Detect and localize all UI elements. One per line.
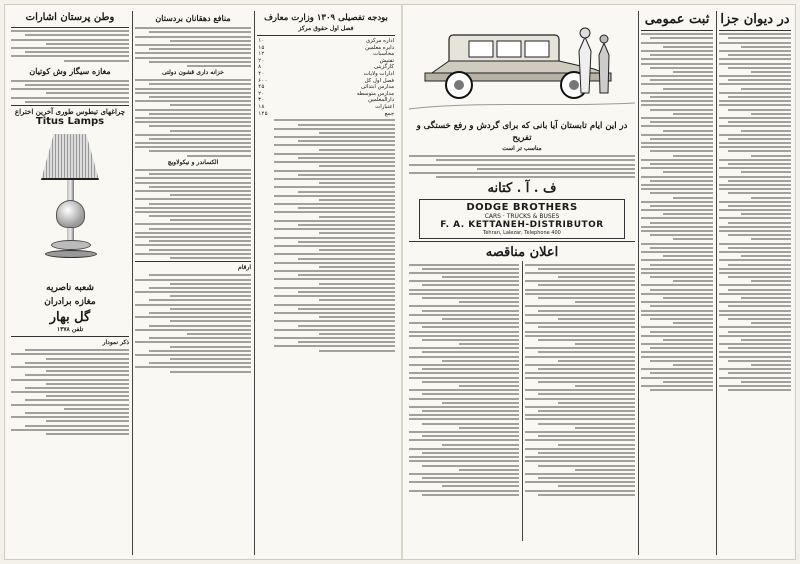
row-value: ۲۰	[258, 90, 265, 97]
row-value: ۴۵	[258, 84, 265, 91]
row-value: ۸	[258, 64, 262, 71]
page-gutter	[401, 5, 403, 559]
table-row	[257, 51, 395, 58]
column-heading: منافع دهقانان بردستان	[155, 13, 231, 23]
article-text	[11, 30, 129, 61]
column-rule	[132, 11, 133, 555]
dodge-brand: DODGE BROTHERS	[466, 202, 578, 214]
car-illustration	[409, 11, 635, 119]
car-ad-caption-2: مناسب تر است	[502, 145, 542, 152]
row-value: ۲۰	[258, 57, 265, 64]
bottom-left-heading: ذکر نمودار	[102, 339, 129, 346]
row-value: ۳۰	[258, 97, 265, 104]
row-label: اداره مرکزی	[365, 38, 394, 44]
column-rule	[716, 11, 717, 555]
column-court	[719, 11, 791, 555]
newspaper-spread	[4, 4, 796, 560]
row-value: ۱۰	[258, 38, 265, 44]
section-heading: خزانه داری قشون دولتی	[162, 69, 224, 77]
row-label: اعتبارات	[375, 103, 394, 110]
list-text	[11, 349, 129, 435]
ad-text	[11, 80, 129, 103]
dodge-distributor: F. A. KETTANEH-DISTRIBUTOR	[440, 220, 604, 231]
table-row	[257, 78, 395, 85]
lamp-ad-phone: تلفن ۱۳۷۸	[56, 326, 84, 333]
row-label: دایره معلمین	[364, 44, 394, 51]
dodge-ad-box	[419, 199, 625, 239]
budget-heading: بودجه تفصیلی ۱۳۰۹ وزارت معارف	[264, 13, 388, 23]
row-label: تفتیش	[379, 57, 394, 64]
row-value: ۴۰	[258, 70, 265, 77]
table-row	[257, 38, 395, 45]
row-value: ۱۴۵	[258, 110, 268, 117]
lamp-ad-heading: چراغهای تیطوس طوری آخرین اختراع	[14, 107, 126, 116]
article-text	[135, 27, 251, 67]
table-row	[257, 71, 395, 78]
row-label: جمع	[384, 110, 394, 117]
row-value: ۱۸	[258, 103, 265, 110]
column-rule	[638, 11, 639, 555]
row-label: ادارات ولایات	[363, 70, 394, 77]
table-row	[257, 104, 395, 111]
dodge-address: Tehran, Lalezar, Telephone 400	[483, 230, 561, 237]
row-label: فصل اول کل	[364, 77, 394, 84]
ad-text	[409, 155, 635, 178]
row-label: دارالمعلمین	[368, 97, 394, 104]
dodge-persian-name: ف . آ . کتانه	[487, 181, 557, 197]
column-ads	[11, 11, 129, 555]
article-text	[135, 79, 251, 156]
list-text	[135, 274, 251, 372]
lamp-ad-store: شعبه ناصریه	[46, 283, 94, 293]
table-row	[257, 97, 395, 104]
court-heading: در دیوان جزا	[720, 12, 790, 27]
column-registration	[641, 11, 713, 555]
row-label: مدارس متوسطه	[356, 90, 394, 97]
row-label: مدارس ابتدائی	[360, 84, 394, 91]
row-value: ۱۵	[258, 44, 265, 51]
row-label: کارگزینی	[374, 64, 394, 71]
article-text	[719, 33, 791, 391]
ad-heading: مغازه سیگار وش کوتیان	[29, 65, 111, 76]
tender-heading: اعلان مناقصه	[485, 245, 559, 261]
row-label: محاسبات	[373, 51, 394, 58]
lamp-illustration	[31, 130, 109, 278]
article-text	[135, 169, 251, 259]
column-article	[135, 11, 251, 555]
table-continuation	[257, 119, 395, 351]
table-row	[257, 64, 395, 71]
section-heading: الکساندر و نیکولاویچ	[167, 158, 219, 166]
table-row	[257, 111, 395, 118]
budget-subheading: فصل اول حقوق مرکز	[298, 25, 354, 32]
bottom-middle-heading: ارقام	[238, 264, 251, 272]
left-page	[11, 11, 395, 555]
row-value: ۱۲	[258, 51, 265, 58]
article-text	[641, 33, 713, 391]
table-row	[257, 84, 395, 91]
column-dodge-ad	[409, 11, 635, 555]
column-rule	[254, 11, 255, 555]
right-page	[409, 11, 791, 555]
budget-table	[257, 38, 395, 117]
car-ad-caption: در این ایام تابستان آیا بانی که برای گردش و رفع خستگی و تفریح	[416, 121, 628, 143]
tender-body	[409, 261, 635, 541]
table-row	[257, 45, 395, 52]
column-budget	[257, 11, 395, 555]
table-row	[257, 91, 395, 98]
row-value: ۶۰۰	[258, 77, 268, 84]
lamp-ad-brand: Titus Lamps	[35, 116, 105, 127]
lamp-ad-name: گل بهار	[49, 310, 91, 325]
lamp-ad-store2: مغازه برادران	[44, 297, 96, 307]
registration-heading: ثبت عمومی	[644, 12, 710, 27]
dodge-sub: CARS · TRUCKS & BUSES	[484, 213, 560, 221]
column-heading: وطن پرستان اشارات	[25, 12, 115, 23]
